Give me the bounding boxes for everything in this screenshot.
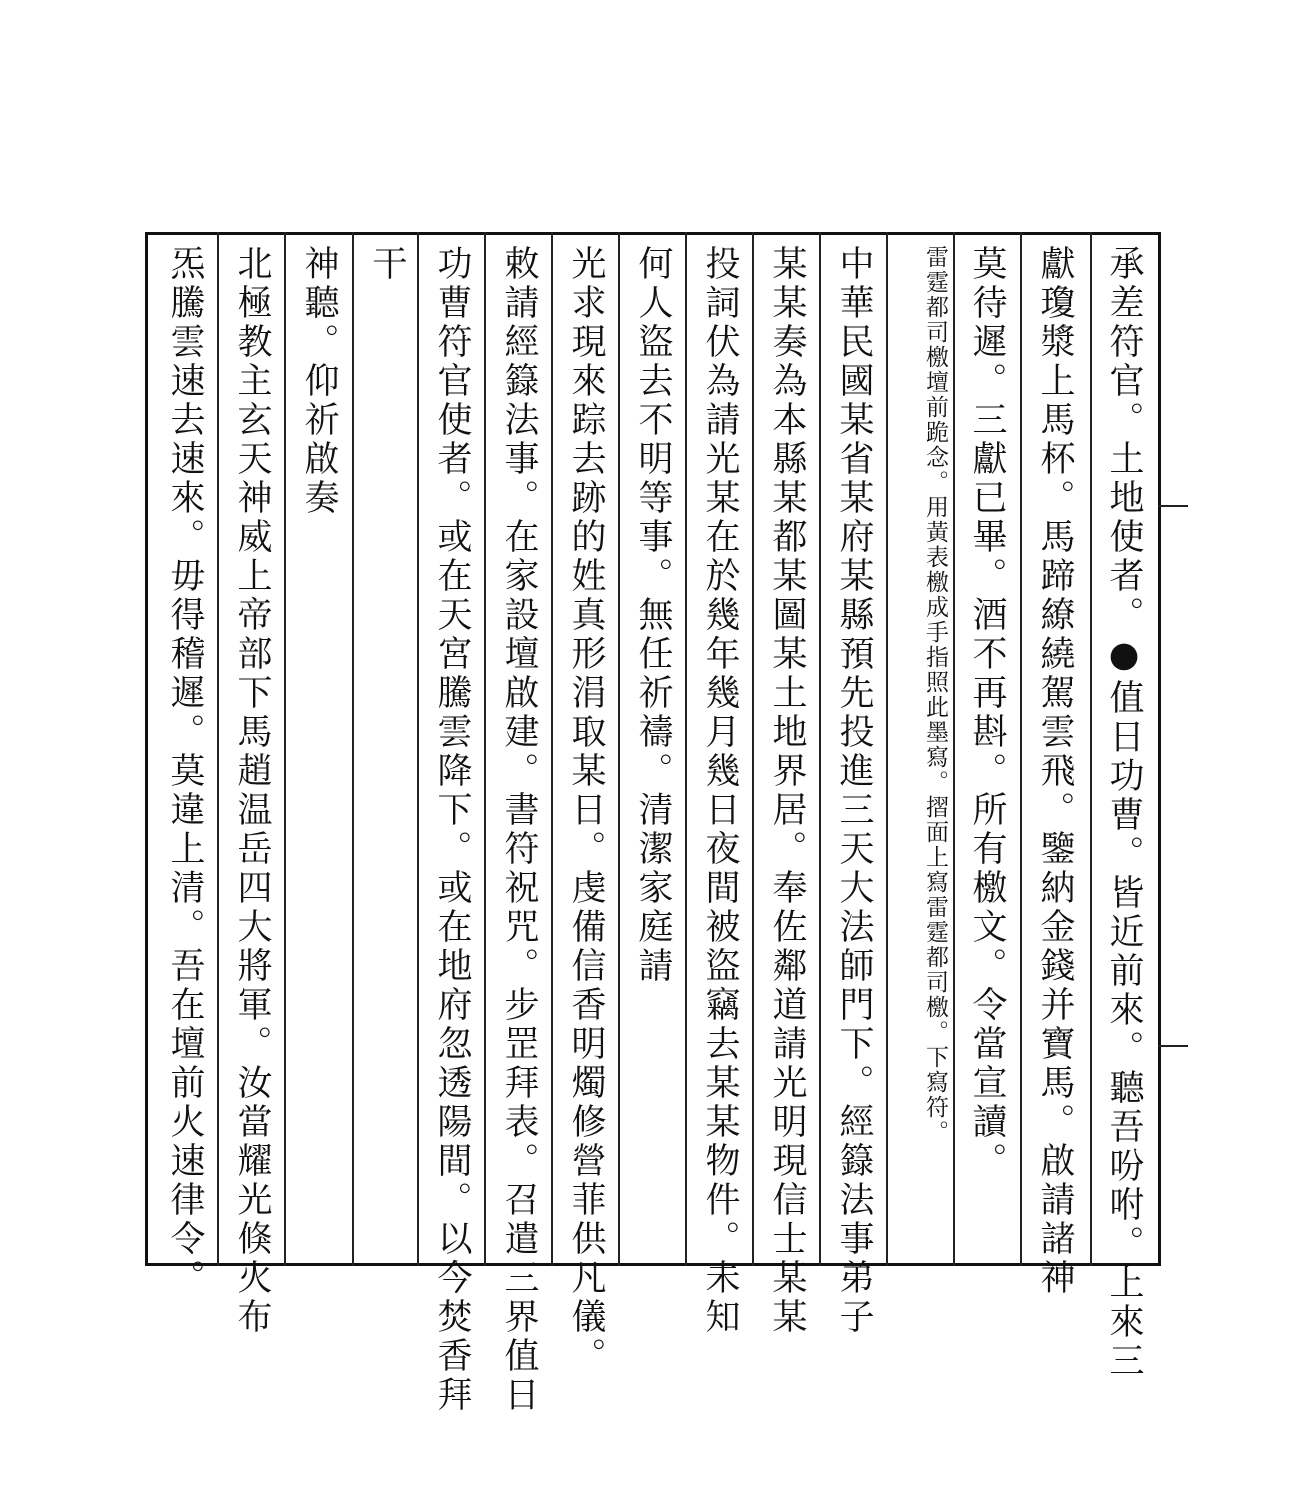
column-rule [551, 232, 553, 1266]
column-rule [752, 232, 754, 1266]
text-column: 承差符官。土地使者。●值日功曹。皆近前來。聽吾吩咐。上來三 [1104, 245, 1144, 1381]
margin-tick [1158, 505, 1188, 507]
column-rule [484, 232, 486, 1266]
text-column: 何人盜去不明等事。無任祈禱。清潔家庭請 [633, 245, 673, 986]
column-rule [819, 232, 821, 1266]
text-column: 某某奏為本縣某都某圖某土地界居。奉佐鄰道請光明現信士某某 [767, 245, 807, 1337]
column-rule [417, 232, 419, 1266]
text-column: 功曹符官使者。或在天宮騰雲降下。或在地府忽透陽間。以今焚香拜 [432, 245, 472, 1415]
text-column: 獻瓊漿上馬杯。馬蹄繚繞駕雲飛。鑒納金錢并寶馬。啟請諸神 [1035, 245, 1075, 1298]
text-column: 中華民國某省某府某縣預先投進三天大法師門下。經籙法事弟子 [834, 245, 874, 1337]
column-rule [886, 232, 888, 1266]
column-rule [1020, 232, 1022, 1266]
text-column: 投詞伏為請光某在於幾年幾月幾日夜間被盜竊去某某物件。未知 [700, 245, 740, 1337]
text-column: 北極教主玄天神威上帝部下馬趙温岳四大將軍。汝當耀光倏火布 [232, 245, 272, 1337]
text-column: 炁騰雲速去速來。毋得稽遲。莫違上清。吾在壇前火速律令。 [165, 245, 205, 1298]
text-column: 神聽。仰祈啟奏 [299, 245, 339, 518]
text-column: 莫待遲。三獻已畢。酒不再斟。所有檄文。令當宣讀。 [967, 245, 1007, 1181]
column-rule [1090, 232, 1092, 1266]
column-rule [953, 232, 955, 1266]
text-column: 干 [367, 245, 407, 284]
column-rule [284, 232, 286, 1266]
text-column: 光求現來踪去跡的姓真形涓取某日。虔備信香明燭修營菲供凡儀。 [566, 245, 606, 1376]
margin-tick [1158, 1045, 1188, 1047]
column-rule [685, 232, 687, 1266]
column-rule [352, 232, 354, 1266]
column-rule [217, 232, 219, 1266]
text-column: 敕請經籙法事。在家設壇啟建。書符祝咒。步罡拜表。召遣三界值日 [499, 245, 539, 1415]
text-column-annotated: 雷霆都司檄壇前跪念。用黃表檄成手指照此墨寫。摺面上寫雷霆都司檄。下寫符。 [922, 245, 948, 1145]
column-rule [618, 232, 620, 1266]
